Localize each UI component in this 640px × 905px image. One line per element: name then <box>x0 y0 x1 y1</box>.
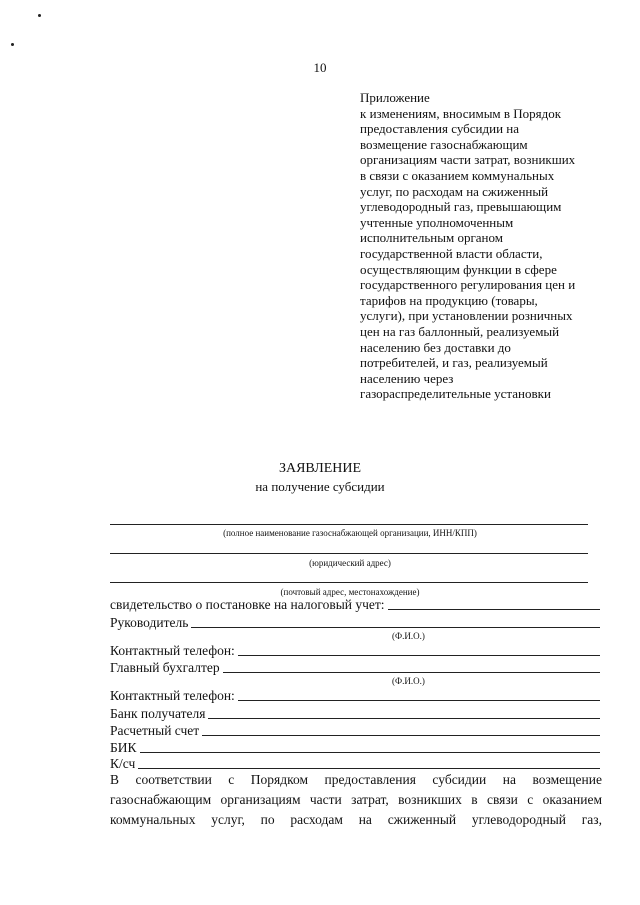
document-title: ЗАЯВЛЕНИЕ <box>278 461 362 476</box>
legal-address-caption: (юридический адрес) <box>309 558 391 568</box>
body-line: газоснабжающим организациям части затрат, возникших в связи с оказанием <box>110 792 602 807</box>
bik-field[interactable] <box>110 740 600 756</box>
chief-accountant-field[interactable] <box>110 660 600 676</box>
appendix-line: потребителей, и газ, реализуемый <box>360 355 548 371</box>
appendix-line: тарифов на продукцию (товары, <box>360 292 538 308</box>
director-field[interactable] <box>110 615 600 631</box>
appendix-line: услуг, по расходам на сжиженный <box>360 183 549 199</box>
body-line: В соответствии с Порядком предоставления субсидии на возмещение <box>110 772 602 787</box>
director-blank[interactable] <box>191 627 600 628</box>
appendix-line: организациям части затрат, возникших <box>360 152 576 168</box>
appendix-line: углеводородный газ, превышающим <box>360 199 562 215</box>
appendix-line: цен на газ баллонный, реализуемый <box>360 323 560 339</box>
bik-blank[interactable] <box>140 752 600 753</box>
page-number: 10 <box>313 60 327 75</box>
appendix-line: населению без доставки до <box>360 339 511 355</box>
account-label: Расчетный счет <box>110 723 200 738</box>
accountant-phone-label: Контактный телефон: <box>110 688 235 703</box>
appendix-line: осуществляющим функции в сфере <box>360 261 557 277</box>
tax-certificate-label: свидетельство о постановке на налоговый учет: <box>110 597 385 612</box>
director-phone-blank[interactable] <box>238 655 600 656</box>
bank-blank[interactable] <box>208 718 600 719</box>
appendix-line: исполнительным органом <box>360 230 503 246</box>
body-paragraph <box>110 770 602 830</box>
appendix-line: предоставления субсидии на <box>360 121 520 137</box>
bank-label: Банк получателя <box>110 706 206 721</box>
appendix-line: учтенные уполномоченным <box>360 214 514 230</box>
account-field[interactable] <box>110 723 600 739</box>
scan-speck <box>38 14 41 17</box>
appendix-line: к изменениям, вносимым в Порядок <box>360 105 562 121</box>
scan-speck <box>11 43 14 46</box>
appendix-line: в связи с оказанием коммунальных <box>360 167 555 183</box>
accountant-phone-blank[interactable] <box>238 700 600 701</box>
director-label: Руководитель <box>110 615 189 630</box>
director-phone-label: Контактный телефон: <box>110 643 235 658</box>
tax-certificate-field[interactable] <box>110 597 600 613</box>
accountant-phone-field[interactable] <box>110 688 600 704</box>
appendix-line: Приложение <box>360 90 430 105</box>
bik-label: БИК <box>110 740 137 755</box>
appendix-block <box>360 90 610 402</box>
postal-address-line[interactable] <box>110 582 588 583</box>
chief-accountant-blank[interactable] <box>223 672 600 673</box>
tax-certificate-blank[interactable] <box>388 609 600 610</box>
appendix-line: государственного регулирования цен и <box>360 277 576 293</box>
appendix-line: возмещение газоснабжающим <box>360 136 528 152</box>
org-name-caption: (полное наименование газоснабжающей организации, ИНН/КПП) <box>223 528 477 538</box>
chief-accountant-label: Главный бухгалтер <box>110 660 220 675</box>
legal-address-line[interactable] <box>110 553 588 554</box>
corr-account-blank[interactable] <box>138 768 600 769</box>
accountant-fio-caption: (Ф.И.О.) <box>392 676 425 686</box>
director-phone-field[interactable] <box>110 643 600 659</box>
appendix-line: газораспределительные установки <box>360 386 551 402</box>
postal-address-caption: (почтовый адрес, местонахождение) <box>280 587 420 597</box>
director-fio-caption: (Ф.И.О.) <box>392 631 425 641</box>
document-subtitle: на получение субсидии <box>255 479 385 494</box>
appendix-line: услуги), при установлении розничных <box>360 308 573 324</box>
body-line: коммунальных услуг, по расходам на сжиженный углеводородный газ, <box>110 812 602 827</box>
account-blank[interactable] <box>202 735 600 736</box>
corr-account-label: К/сч <box>110 756 136 771</box>
bank-field[interactable] <box>110 706 600 722</box>
org-name-line[interactable] <box>110 524 588 525</box>
appendix-line: населению через <box>360 370 454 386</box>
appendix-line: государственной власти области, <box>360 245 543 261</box>
